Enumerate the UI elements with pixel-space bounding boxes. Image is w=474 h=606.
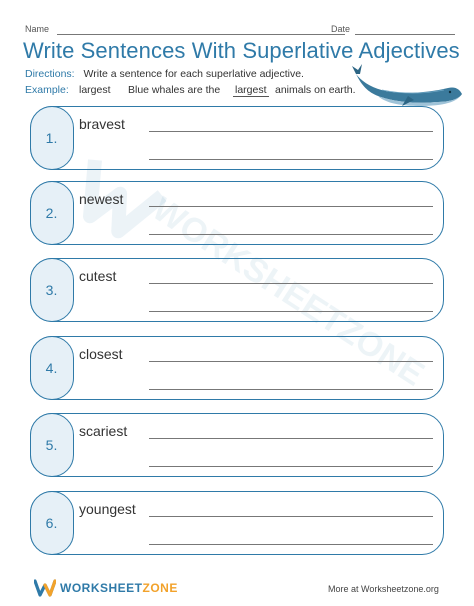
- footer-brand: [60, 581, 178, 595]
- example: [25, 84, 365, 98]
- example-answer: largest: [235, 84, 267, 96]
- footer-more-link[interactable]: More at Worksheetzone.org: [328, 584, 439, 594]
- answer-line[interactable]: [149, 311, 433, 312]
- directions-text: Write a sentence for each superlative adjective.: [83, 68, 304, 80]
- question-word: youngest: [79, 501, 136, 517]
- question-word: bravest: [79, 116, 125, 132]
- answer-line[interactable]: [149, 389, 433, 390]
- question-number: 5.: [30, 413, 74, 477]
- worksheetzone-logo-icon: [34, 579, 56, 597]
- name-date-row: [25, 24, 455, 38]
- page-title: Write Sentences With Superlative Adjectives: [23, 38, 460, 63]
- example-sentence-end: animals on earth.: [275, 84, 356, 96]
- answer-line[interactable]: [149, 516, 433, 517]
- question-word: closest: [79, 346, 123, 362]
- name-field[interactable]: [57, 34, 345, 35]
- answer-line[interactable]: [149, 159, 433, 160]
- footer-logo: [34, 578, 178, 598]
- answer-line[interactable]: [149, 234, 433, 235]
- question-number: 1.: [30, 106, 74, 170]
- answer-line[interactable]: [149, 438, 433, 439]
- question-box: [30, 258, 444, 322]
- question-number: 4.: [30, 336, 74, 400]
- answer-line[interactable]: [149, 544, 433, 545]
- question-box: [30, 181, 444, 245]
- date-label: Date: [331, 24, 351, 34]
- example-sentence-start: Blue whales are the: [128, 84, 221, 96]
- question-box: [30, 491, 444, 555]
- date-field[interactable]: [355, 34, 455, 35]
- example-label: Example:: [25, 84, 69, 96]
- footer-brand-a: WORKSHEET: [60, 581, 143, 595]
- footer-brand-b: ZONE: [142, 581, 178, 595]
- question-number: 2.: [30, 181, 74, 245]
- question-box: [30, 106, 444, 170]
- example-word: largest: [79, 84, 111, 96]
- question-word: newest: [79, 191, 124, 207]
- question-number: 3.: [30, 258, 74, 322]
- answer-line[interactable]: [149, 361, 433, 362]
- question-box: [30, 336, 444, 400]
- question-word: cutest: [79, 268, 117, 284]
- question-box: [30, 413, 444, 477]
- name-label: Name: [25, 24, 50, 34]
- question-number: 6.: [30, 491, 74, 555]
- answer-line[interactable]: [149, 206, 433, 207]
- blue-whale-icon: [352, 60, 464, 108]
- question-word: scariest: [79, 423, 128, 439]
- answer-line[interactable]: [149, 283, 433, 284]
- watermark-text: WORKSHEETZONE: [145, 189, 431, 394]
- directions: [25, 68, 304, 80]
- directions-label: Directions:: [25, 68, 75, 80]
- answer-line[interactable]: [149, 466, 433, 467]
- answer-line[interactable]: [149, 131, 433, 132]
